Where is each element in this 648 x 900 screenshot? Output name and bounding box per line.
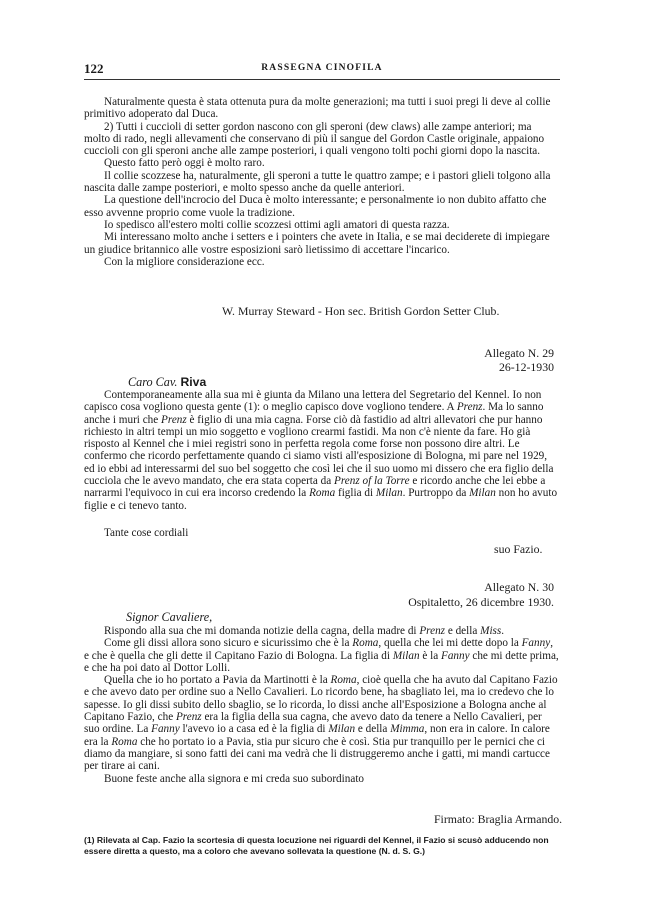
paragraph: Io spedisco all'estero molti collie scozzesi ottimi agli amatori di questa razza. <box>104 218 450 231</box>
italic-name: Roma <box>111 735 138 748</box>
italic-name: Miss <box>480 625 502 637</box>
paragraph: Quella che io ho portato a Pavia da Martinotti è la Roma, cioè quella che ha avuto dal Capitano Fazio e che avevo dato per ordine suo a Nello Cavalieri. Lo ricordo bene, ha sbagliato lei, ma io credevo che lo sapesse. Io gli dissi subito dello sbaglio, se lo ricorda, lo dissi anche all'Esposizione a Bologna anche al Capitano Fazio, che Prenz era la figlia della sua cagna, che avevo dato da tenere a Nello Cavalieri, per suo ordine. La Fanny l'avevo io a casa ed è la figlia di Milan e della Mimma, non era in calore. In calore era la Roma che ho portato io a Pavia, stia pur sicuro che è così. Stia pur tranquillo per le pernici che ci diamo da mangiare, si sono fatti dei cani ma vedrà che li distruggeremo anche i gatti, mi mandi cartucce per tirare ai cani. <box>84 674 558 773</box>
italic-name: Prenz <box>456 401 483 414</box>
paragraph: Come gli dissi allora sono sicuro e sicurissimo che è la Roma, quella che lei mi dette dopo la Fanny, e che è quella che gli dette il Capitano Fazio di Bologna. La figlia di Milan è la Fanny che mi dette prima, e che ha poi dato al Dottor Lolli. <box>84 637 559 674</box>
italic-name: Mimma <box>390 723 425 736</box>
paragraph: Mi interessano molto anche i setters e i pointers che avete in Italia, e se mai deciderete di impiegare un giudice britannico alle vostre esposizioni sarò lietissimo di accettare l'incarico. <box>84 231 550 256</box>
letter-3-body <box>84 625 560 785</box>
italic-name: Roma <box>352 637 379 650</box>
italic-name: Milan <box>375 487 403 500</box>
letter-2-closing: Tante cose cordiali <box>104 527 189 539</box>
page-number: 122 <box>84 61 104 76</box>
salutation-name: Riva <box>180 375 207 389</box>
letter-1-signature: W. Murray Steward - Hon sec. British Gordon Setter Club. <box>222 304 500 318</box>
running-title: RASSEGNA CINOFILA <box>261 63 383 73</box>
paragraph: Il collie scozzese ha, naturalmente, gli speroni a tutte le quattro zampe; e i pastori glieli tolgono alla nascita dalle zampe posteriori, e molto spesso anche da quelle anteriori. <box>84 169 551 195</box>
footnote <box>84 835 560 857</box>
allegato-29: Allegato N. 29 <box>484 346 554 360</box>
paragraph: Questo fatto però oggi è molto raro. <box>104 157 265 170</box>
paragraph: Buone feste anche alla signora e mi creda suo subordinato <box>104 772 365 785</box>
paragraph: La questione dell'incrocio del Duca è molto interessante; e personalmente io non dubito affatto che esso avvenne proprio come vuole la tradizione. <box>84 194 547 219</box>
allegato-29-date: 26-12-1930 <box>498 360 554 374</box>
paragraph: Contemporaneamente alla sua mi è giunta da Milano una lettera del Segretario del Kennel. Io non capisco cosa vogliono questa gente (1): o meglio capisco dove vogliono tendere. A Prenz. Ma lo sanno anche i muri che Prenz è figlio di una mia cagna. Forse ciò dà fastidio ad altri allevatori che pur hanno richiesto in altri tempi un mio soggetto e vogliono crearmi fastidi. Ma non c'è niente da fare. Ho già risposto al Kennel che i miei registri sono in perfetta regola come forse non possono dire altri. Le confermo che ricordo perfettamente quando ci siamo visti all'esposizione di Bologna, mi pare nel 1929, ed io ebbi ad interessarmi del suo bel soggetto che così lei che il suo uomo mi dissero che era figlio della cucciola che le avevo mandato, che era stata coperta da Prenz of la Torre e ricordo anche che lei ebbe a narrarmi l'equivoco in cui era incorso credendo la Roma figlia di Milan. Purtroppo da Milan non ho avuto figlie e ci tenevo tanto. <box>84 389 558 512</box>
italic-name: Milan <box>328 723 356 736</box>
italic-name: Fanny <box>440 649 470 662</box>
footnote-marker: (1) <box>84 835 95 845</box>
paragraph: Con la migliore considerazione ecc. <box>104 255 265 268</box>
letter-3-signature: Firmato: Braglia Armando. <box>434 812 563 826</box>
italic-name: Roma <box>330 674 357 687</box>
page-header <box>84 61 560 77</box>
paragraph: Rispondo alla sua che mi domanda notizie della cagna, della madre di Prenz e della Miss. <box>104 625 505 637</box>
italic-name: Milan <box>392 649 420 662</box>
italic-name: Milan <box>469 487 496 500</box>
italic-name: Prenz <box>175 711 202 724</box>
italic-name: Fanny <box>151 723 180 736</box>
letter-2-body <box>84 389 560 512</box>
paragraph: 2) Tutti i cuccioli di setter gordon nascono con gli speroni (dew claws) alle zampe anteriori; ma molto di rado, negli allevamenti che conservano di più il sangue del Gordon Castle originale, appaiono cuccioli con gli speroni anche alle zampe posteriori, i quali vengono tolti pochi giorni dopo la nascita. <box>84 120 545 158</box>
header-rule <box>84 79 560 80</box>
letter-2-salutation <box>128 375 206 390</box>
italic-name: Prenz <box>419 625 446 637</box>
letter-3-salutation: Signor Cavaliere, <box>126 610 213 624</box>
italic-name: Prenz <box>161 413 187 426</box>
paragraph: Naturalmente questa è stata ottenuta pura da molte generazioni; ma tutti i suoi pregi li deve al collie primitivo adoperato dal Duca. <box>84 96 551 121</box>
italic-name: Roma <box>309 487 336 500</box>
footnote-text: Rilevata al Cap. Fazio la scortesia di questa locuzione nei riguardi del Kennel, il Fazio si scusò adducendo non essere diretta a questo, ma a coloro che avevano sollevata la questione (N. d. S. G.) <box>84 835 549 856</box>
italic-name: Fanny <box>521 637 551 650</box>
salutation-title: Caro Cav. <box>128 375 178 389</box>
italic-name: Prenz of la Torre <box>334 475 410 488</box>
letter-2-signature: suo Fazio. <box>494 542 543 556</box>
allegato-30: Allegato N. 30 <box>484 580 554 594</box>
allegato-30-place-date: Ospitaletto, 26 dicembre 1930. <box>408 595 554 609</box>
letter-1-body <box>84 96 560 268</box>
